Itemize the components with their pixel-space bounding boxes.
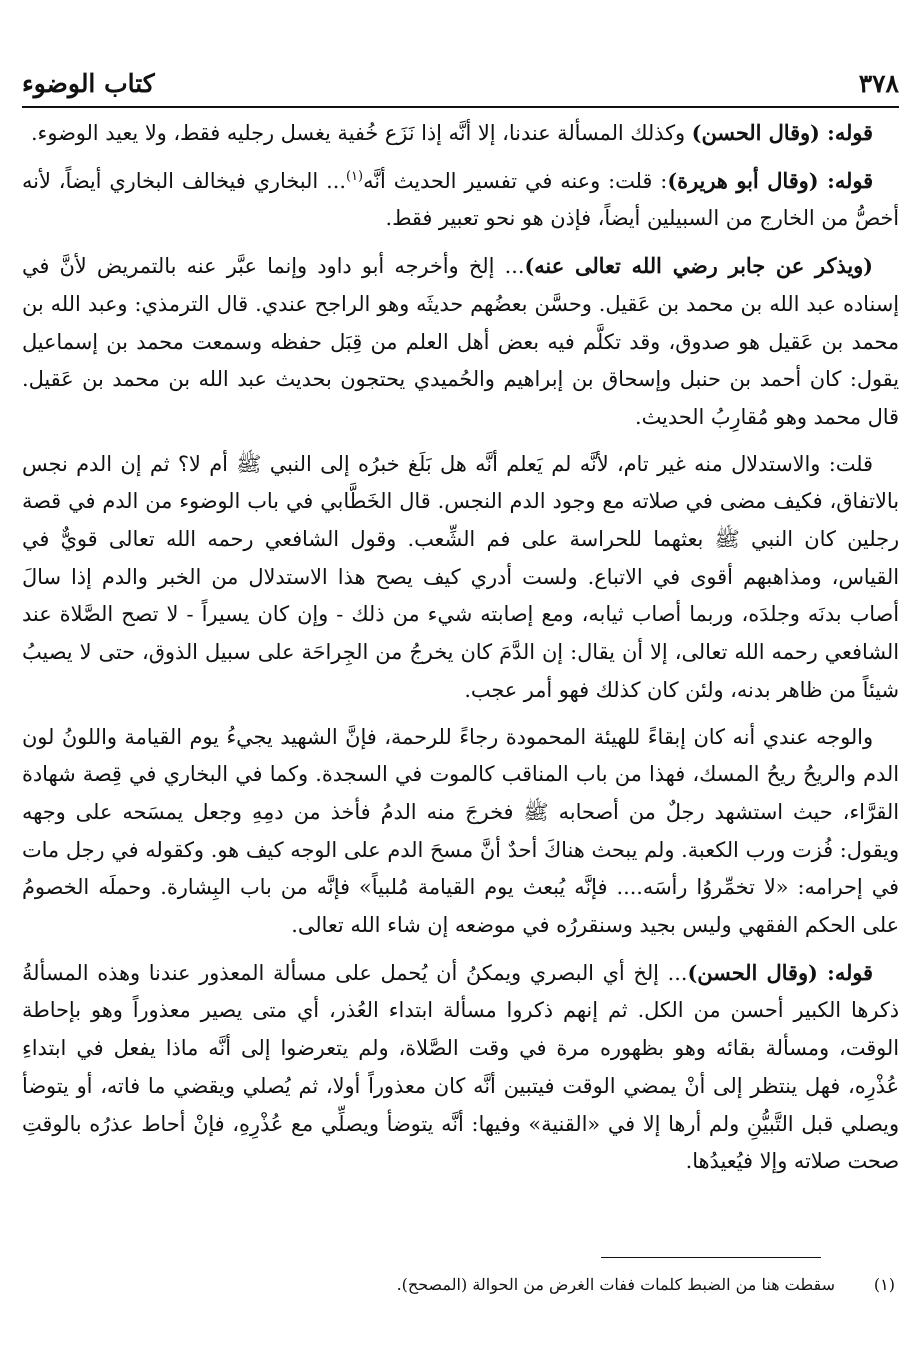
paragraph-text: وكذلك المسألة عندنا، إلا أنَّه إذا نَزَع خُفية يغسل رجليه فقط، ولا يعيد الوضوء. — [30, 121, 692, 145]
paragraph-text: : قلت: وعنه في تفسير الحديث أنَّه — [363, 168, 668, 193]
quoted-phrase: قوله: (وقال الحسن) — [691, 120, 873, 145]
header-divider — [22, 106, 899, 108]
paragraph-text: ... إلخ أي البصري ويمكنُ أن يُحمل على مسألة المعذور عندنا وهذه المسألةُ ذكرها الكبير أحسن من الكل. ثم إنهم ذكروا مسألة ابتداء العُذر، أي متى يصير معذوراً وهو بإحاطة الوقت، ومسألة بقائه وهو بظهوره مرة في وقت الصَّلاة، ولم يتعرضوا إلى أنَّه ماذا يفعل في ابتداءِ عُذْرِه، فهل ينتظر إلى أنْ يمضي الوقت فيتبين أنَّه كان معذوراً أولا، ثم يُصلي ويقضي ما فاته، أو يتوضأ ويصلي قبل التَّبيُّنِ ولم أرها إلا في «القنية» وفيها: أنَّه يتوضأ ويصلِّي مع عُذْرِهِ، فإنْ أحاط عذرُه بالوقتِ صحت صلاته وإلا فيُعيدُها. — [22, 960, 899, 1174]
paragraph-text: قلت: والاستدلال منه غير تام، لأنَّه لم يَعلم أنَّه هل بَلَغ خبرُه إلى النبي ﷺ أم لا؟ ثم إن الدم نجس بالاتفاق، فكيف مضى في صلاته مع وجود الدم النجس. قال الخَطَّابي في باب الوضوء من الدم في قصة رجلين كان النبي ﷺ بعثهما للحراسة على فم الشِّعب. وقول الشافعي رحمه الله تعالى قويٌّ في القياس، ومذاهبهم أقوى في الاتباع. ولست أدري كيف يصح هذا الاستدلال من الخبر والدم إذا سالَ أصاب بدنَه وجلدَه، وربما أصاب ثيابه، ومع إصابته شيء من ذلك - وإن كان يسيراً - لا تصح الصَّلاة عند الشافعي رحمه الله تعالى، إلا أن يقال: إن الدَّمَ كان يخرجُ من الجِراحَة على سبيل الذوق، حتى لا يصيبُ شيئاً من ظاهر بدنه، ولئن كان كذلك فهو أمر عجب. — [22, 451, 899, 702]
footnote-text: سقطت هنا من الضبط كلمات ففات الغرض من الحوالة (المصحح). — [396, 1275, 835, 1294]
paragraph-3 — [22, 247, 899, 437]
paragraph-text: ... البخاري فيخالف البخاري أيضاً، لأنه أخصُّ من الخارج من السبيلين أيضاً، فإذن هو نحو تعبير فقط. — [22, 168, 899, 231]
footnote — [22, 1272, 895, 1298]
paragraph-5 — [22, 719, 899, 945]
quoted-phrase: (ويذكر عن جابر رضي الله تعالى عنه) — [524, 253, 873, 279]
paragraph-text: ... إلخ وأخرجه أبو داود وإنما عبَّر عنه بالتمريض لأنَّ في إسناده عبد الله بن محمد بن عَقيل. وحسَّن بعضُهم حديثَه وهو الراجح عندي. قال الترمذي: وعبد الله بن محمد بن عَقيل هو صدوق، وقد تكلَّم فيه بعض أهل العلم من قِبَل حفظه وسمعت محمد بن إسماعيل يقول: كان أحمد بن حنبل وإسحاق بن إبراهيم والحُميدي يحتجون بحديث عبد الله بن محمد بن عَقيل. قال محمد وهو مُقارِبُ الحديث. — [22, 254, 899, 429]
book-title: كتاب الوضوء — [22, 69, 155, 98]
paragraph-text: والوجه عندي أنه كان إبقاءً للهيئة المحمودة رجاءً للرحمة، فإنَّ الشهيد يجيءُ يوم القيامة واللونُ لون الدم والريحُ ريحُ المسك، فهذا من باب المناقب كالموت في السجدة. وكما في البخاري في قِصة شهادة القرَّاء، حيث استشهد رجلٌ من أصحابه ﷺ فخرجَ منه الدمُ فأخذ من دمِهِ وجعل يمسَحه على وجهه ويقول: فُزت ورب الكعبة. ولم يبحث هناكَ أحدٌ أنَّ مسحَ الدم على الوجه كيف هو. وكقوله في رجل مات في إحرامه: «لا تخمِّروُا رأسَه.... فإنَّه يُبعث يوم القيامة مُلبياً» فإنَّه من باب البِشارة. وحملَه الخصومُ على الحكم الفقهي وليس بجيد وسنقررُه في موضعه إن شاء الله تعالى. — [22, 724, 899, 938]
page-number: ٣٧٨ — [858, 69, 899, 98]
footnote-divider — [601, 1257, 821, 1258]
main-text — [22, 114, 899, 1181]
paragraph-4 — [22, 446, 899, 710]
footnote-marker[interactable]: (١) — [345, 168, 364, 184]
paragraph-6 — [22, 954, 899, 1181]
page-header — [22, 58, 899, 98]
paragraph-2 — [22, 162, 899, 238]
quoted-phrase: قوله: (وقال الحسن) — [687, 959, 873, 985]
footnote-number: (١) — [873, 1275, 895, 1294]
paragraph-1 — [22, 114, 899, 153]
quoted-phrase: قوله: (وقال أبو هريرة) — [667, 167, 874, 193]
